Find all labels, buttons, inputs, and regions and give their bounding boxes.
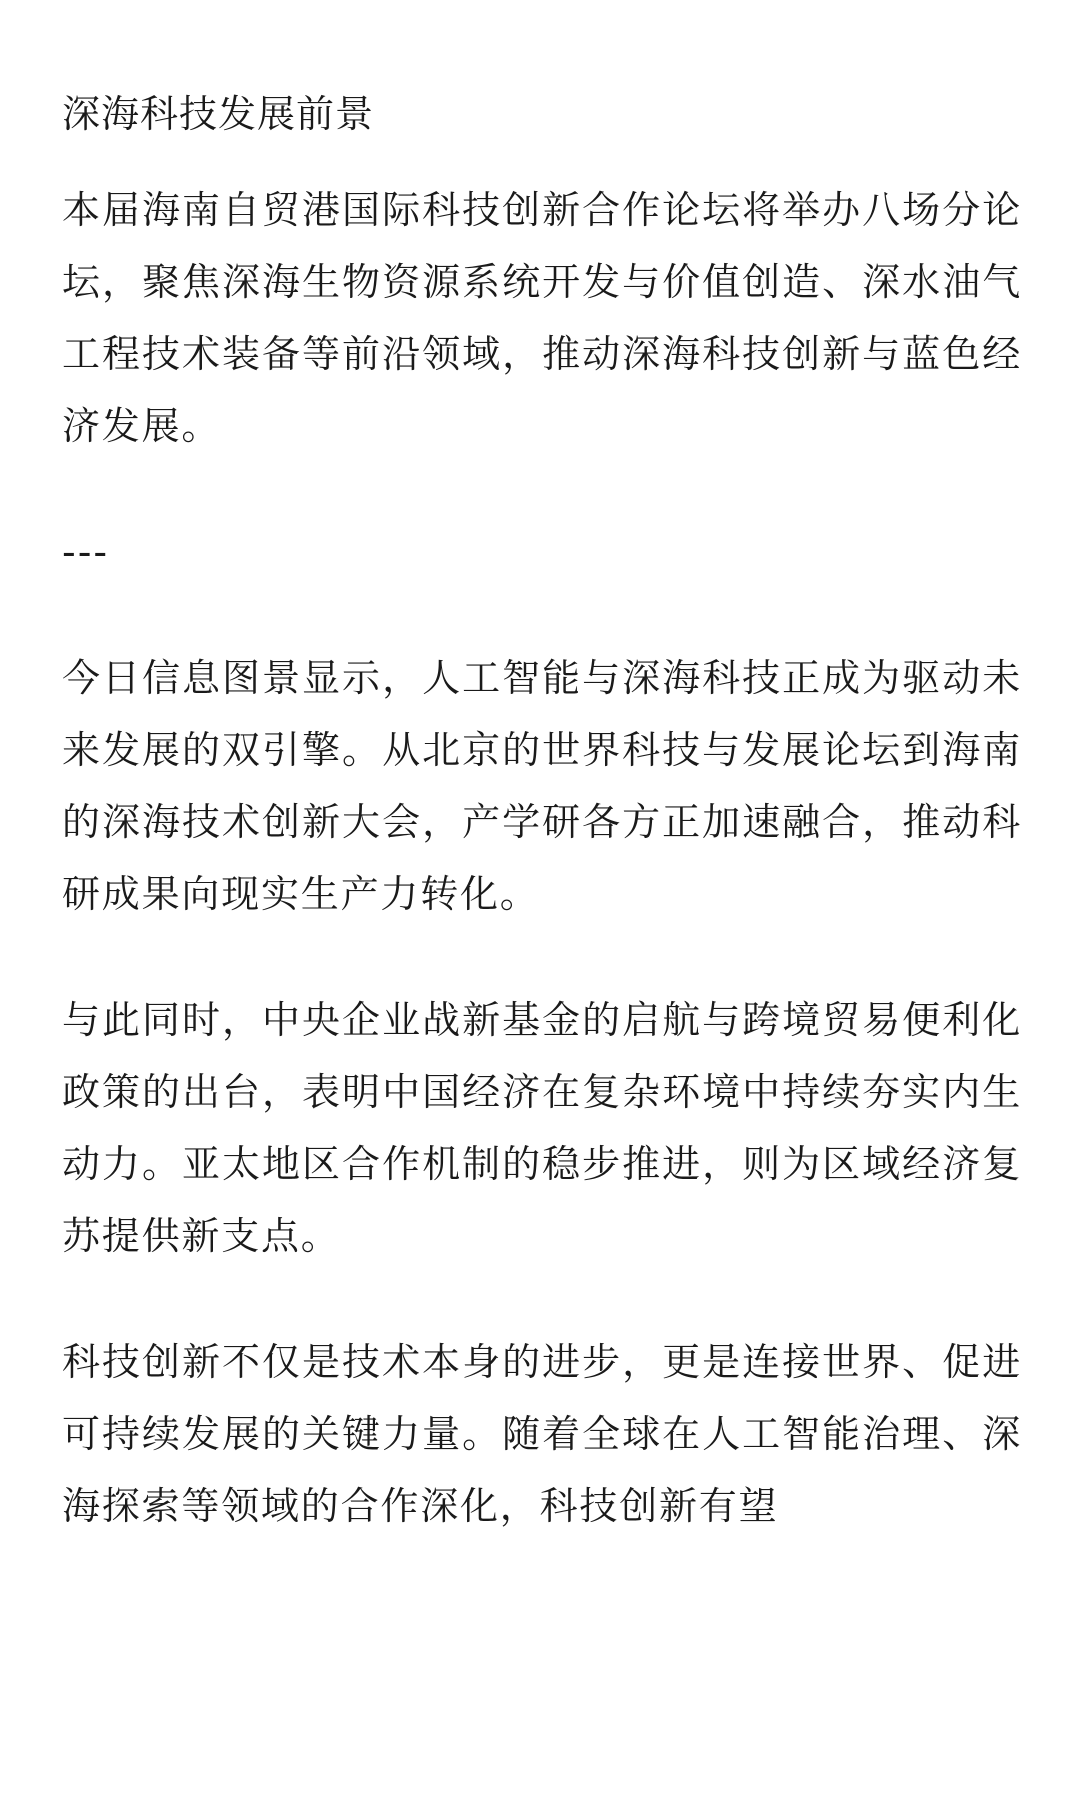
section-title: 深海科技发展前景 <box>62 92 375 136</box>
text-divider: --- <box>62 530 110 574</box>
paragraph-forum: 本届海南自贸港国际科技创新合作论坛将举办八场分论坛，聚焦深海生物资源系统开发与价值创造、深水油气工程技术装备等前沿领域，推动深海科技创新与蓝色经济发展。 <box>62 188 1022 448</box>
paragraph-innovation: 科技创新不仅是技术本身的进步，更是连接世界、促进可持续发展的关键力量。随着全球在人工智能治理、深海探索等领域的合作深化，科技创新有望 <box>62 1340 1022 1528</box>
paragraph-gap <box>62 1272 1022 1326</box>
paragraph-economy: 与此同时，中央企业战新基金的启航与跨境贸易便利化政策的出台，表明中国经济在复杂环境中持续夯实内生动力。亚太地区合作机制的稳步推进，则为区域经济复苏提供新支点。 <box>62 998 1022 1258</box>
paragraph-gap <box>62 930 1022 984</box>
article-body <box>62 78 1022 1542</box>
paragraph-ai-deepsea: 今日信息图景显示，人工智能与深海科技正成为驱动未来发展的双引擎。从北京的世界科技与发展论坛到海南的深海技术创新大会，产学研各方正加速融合，推动科研成果向现实生产力转化。 <box>62 656 1022 916</box>
